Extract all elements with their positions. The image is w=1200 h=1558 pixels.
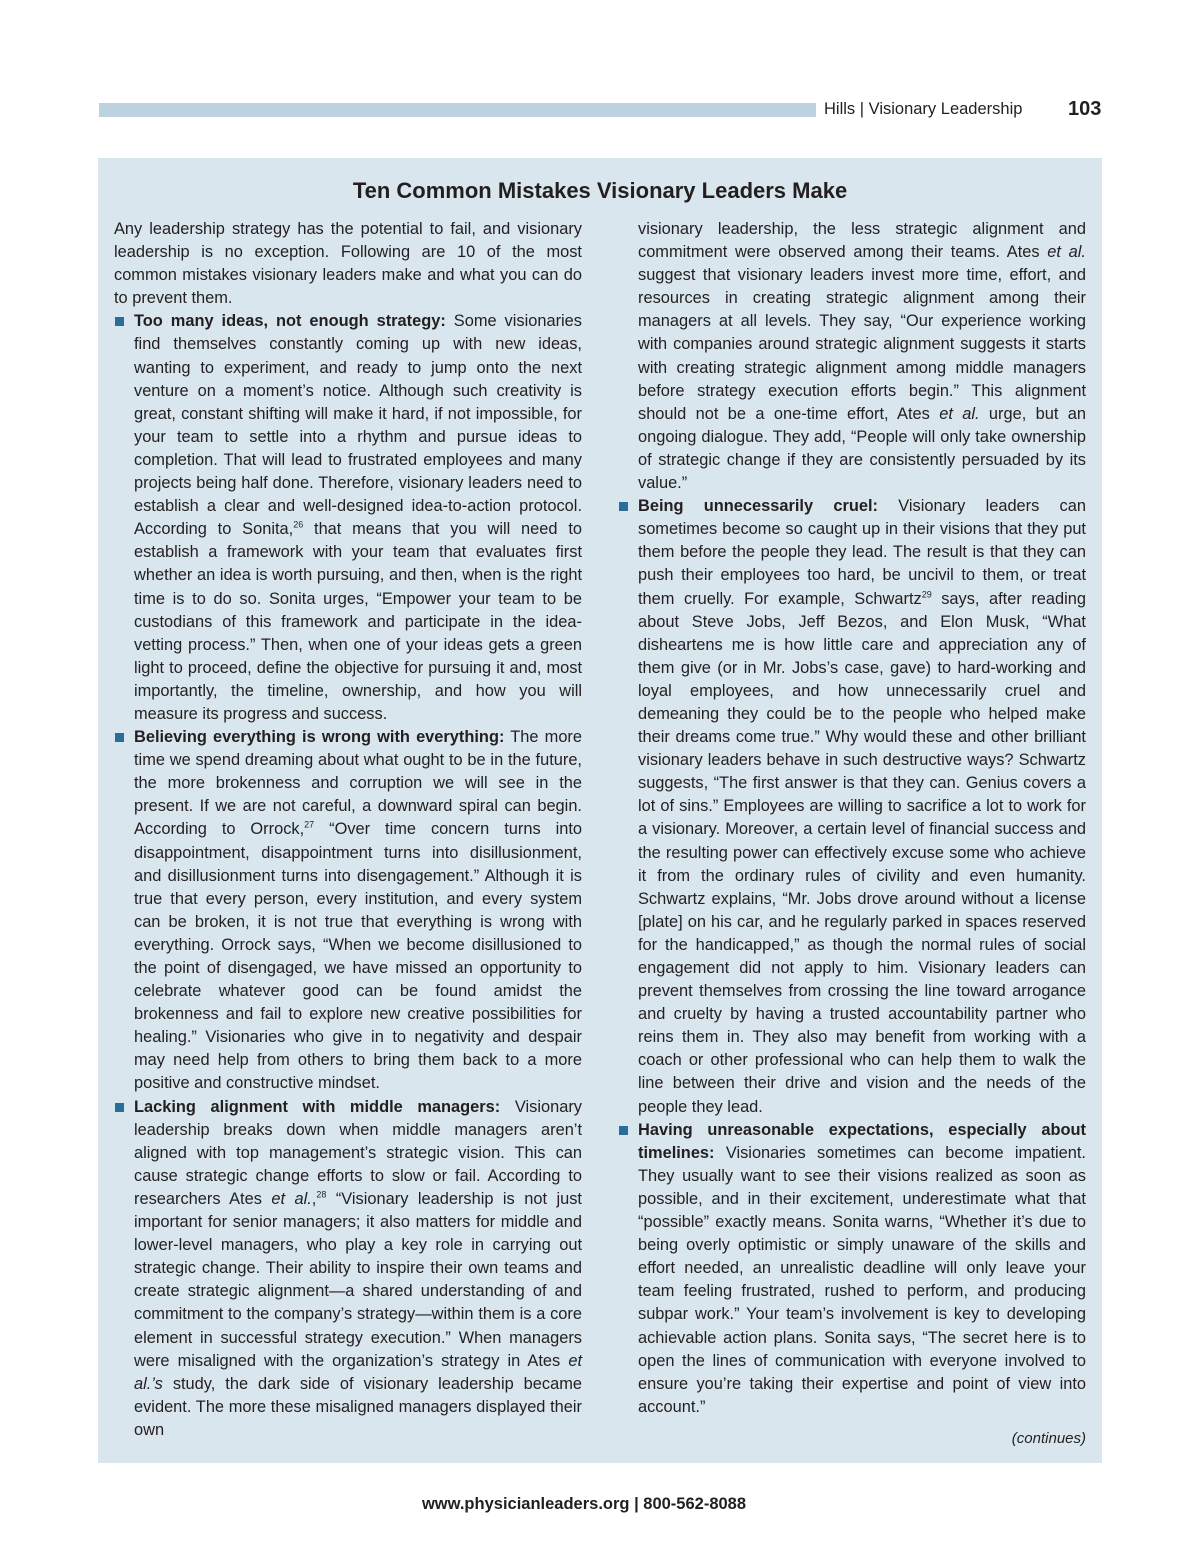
left-column <box>114 218 582 1442</box>
footnote-ref: 26 <box>293 519 304 530</box>
running-title: Hills | Visionary Leadership <box>824 100 1023 118</box>
item-text: that means that you will need to establish a framework with your team that evaluates first whether an idea is worth pursuing, and then, when is the right time is to do so. Sonita urges, “Empower your team to be custodians of this framework and participate in the idea-vetting process.” Then, when one of your ideas gets a green light to proceed, define the objective for pursuing it and, most importantly, the timeline, ownership, and how you will measure its progress and success. <box>134 520 582 723</box>
sidebar-title: Ten Common Mistakes Visionary Leaders Make <box>352 178 848 203</box>
cont-text: urge, but an ongoing dialogue. They add, “People will only take ownership of strategic change if they are consistently persuaded by its value.” <box>638 404 1086 493</box>
right-column <box>618 218 1086 1419</box>
sidebar-box <box>98 158 1102 1463</box>
list-item <box>114 726 582 1096</box>
item-text: Some visionaries find themselves constantly coming up with new ideas, wanting to experiment, and ready to jump onto the next venture on a moment’s notice. Although such creativity is great, constant shifting will make it hard, if not impossible, for your team to settle into a rhythm and pursue ideas to completion. That will lead to frustrated employees and many projects being half done. Therefore, visionary leaders need to establish a clear and well-designed idea-to-action protocol. According to Sonita, <box>134 312 582 539</box>
continued-paragraph <box>618 218 1086 495</box>
footnote-ref: 29 <box>921 589 932 600</box>
square-bullet-icon <box>619 1126 628 1135</box>
list-item: Lacking alignment with middle managers: Visionary leadership breaks down when middle managers aren’t aligned with top management’s strategic vision. This can cause strategic change efforts to slow or fail. According to researchers Ates et al.,$^{28}$ “Visionary leadership is not just important for senior managers; it also matters for middle and lower-level managers, who play a key role in carrying out strategic change. Their ability to inspire their own teams and create strategic alignment—a shared understanding of and commitment to the company’s strategy—within them is a core element in successful strategy execution.” When managers were misaligned with the organization’s strategy in Ates et al.’s study, the dark side of visionary leadership became evident. The more these misaligned managers displayed their own <box>114 1096 582 1442</box>
item-heading: Believing everything is wrong with everything: <box>134 728 505 747</box>
item-text: “Visionary leadership is not just important for senior managers; it also matters for middle and lower-level managers, who play a key role in carrying out strategic change. Their ability to inspire their own teams and create strategic alignment—a shared understanding of and commitment to the company’s strategy—within them is a core element in successful strategy execution.” When managers were misaligned with the organization’s strategy in Ates <box>134 1189 582 1370</box>
list-item <box>618 495 1086 1119</box>
et-al: et al.’s <box>134 1351 582 1393</box>
item-text: Visionaries sometimes can become impatient. They usually want to see their visions realized as soon as possible, and in their excitement, underestimate what that “possible” exactly means. Sonita warns, “Whether it’s due to being overly optimistic or simply unaware of the skills and effort needed, an unrealistic deadline will only leave your team feeling frustrated, rushed to perform, and producing subpar work.” Your team’s involvement is key to developing achievable action plans. Sonita says, “The secret here is to open the lines of communication with everyone involved to ensure you’re taking their expertise and point of view into account.” <box>638 1143 1086 1416</box>
item-text: says, after reading about Steve Jobs, Jeff Bezos, and Elon Musk, “What disheartens me is how little care and appreciation any of them give (or in Mr. Jobs’s case, gave) to hard-working and loyal employees, and how unnecessarily cruel and demeaning they could be to the people who helped make their dreams come true.” Why would these and other brilliant visionary leaders behave in such destructive ways? Schwartz suggests, “The first answer is that they can. Genius covers a lot of sins.” Employees are willing to sacrifice a lot to work for a visionary. Moreover, a certain level of financial success and the resulting power can effectively excuse some who achieve it from the ordinary rules of civility and even humanity. Schwartz explains, “Mr. Jobs drove around without a license [plate] on his car, and he regularly parked in spaces reserved for the handicapped,” as though the normal rules of social engagement did not apply to him. Visionary leaders can prevent themselves from crossing the line toward arrogance and cruelty by having a trusted accountability partner who reins them in. They also may benefit from working with a coach or other professional who can help them to walk the line between their drive and vision and the needs of the people they lead. <box>638 589 1086 1116</box>
et-al: et al. <box>271 1189 312 1208</box>
list-item <box>618 1119 1086 1419</box>
list-item <box>114 310 582 726</box>
item-text: Visionary leadership breaks down when middle managers aren’t aligned with top management’s strategic vision. This can cause strategic change efforts to slow or fail. According to researchers Ates <box>134 1097 582 1208</box>
footer-contact: www.physicianleaders.org | 800-562-8088 <box>421 1495 747 1513</box>
header-bar <box>99 103 816 117</box>
item-text: “Over time concern turns into disappointment, disappointment turns into disillusionment, and disillusionment turns into disengagement.” Although it is true that every person, every institution, and every system can be broken, it is not true that everything is wrong with everything. Orrock says, “When we become disillusioned to the point of disengaged, we have missed an opportunity to celebrate whatever good can be found amidst the brokenness and fail to explore new creative possibilities for healing.” Visionaries who give in to negativity and despair may need help from others to bring them back to a more positive and constructive mindset. <box>134 820 583 1093</box>
footnote-ref: 28 <box>316 1189 327 1200</box>
continues-label: (continues) <box>1011 1430 1086 1447</box>
item-heading: Being unnecessarily cruel: <box>638 497 878 516</box>
et-al: et al. <box>939 404 980 423</box>
footnote-ref: 27 <box>304 819 315 830</box>
item-text: study, the dark side of visionary leadership became evident. The more these misaligned managers displayed their own <box>134 1374 582 1439</box>
square-bullet-icon <box>115 1103 124 1112</box>
square-bullet-icon <box>619 502 628 511</box>
cont-text: visionary leadership, the less strategic alignment and commitment were observed among their teams. Ates <box>638 220 1086 262</box>
item-heading: Too many ideas, not enough strategy: <box>134 312 446 331</box>
item-heading: Having unreasonable expectations, especially about timelines: <box>638 1120 1086 1162</box>
intro-paragraph: Any leadership strategy has the potential to fail, and visionary leadership is no exception. Following are 10 of the most common mistakes visionary leaders make and what you can do to prevent them. <box>114 220 582 308</box>
item-heading: Lacking alignment with middle managers: <box>134 1097 501 1116</box>
et-al: et al. <box>1047 243 1086 262</box>
square-bullet-icon <box>115 317 124 326</box>
cont-text: suggest that visionary leaders invest more time, effort, and resources in creating strategic alignment among their managers at all levels. They say, “Our experience working with companies around strategic alignment suggests it starts with creating strategic alignment among middle managers before strategy execution efforts begin.” This alignment should not be a one-time effort, Ates <box>638 266 1086 423</box>
item-text: Visionary leaders can sometimes become so caught up in their visions that they put them before the people they lead. The result is that they can push their employees too hard, be uncivil to them, or treat them cruelly. For example, Schwartz <box>638 497 1086 608</box>
square-bullet-icon <box>115 733 124 742</box>
item-text: The more time we spend dreaming about what ought to be in the future, the more brokenness and corruption we will see in the present. If we are not careful, a downward spiral can begin. According to Orrock, <box>134 728 583 839</box>
page-number: 103 <box>1068 98 1102 120</box>
